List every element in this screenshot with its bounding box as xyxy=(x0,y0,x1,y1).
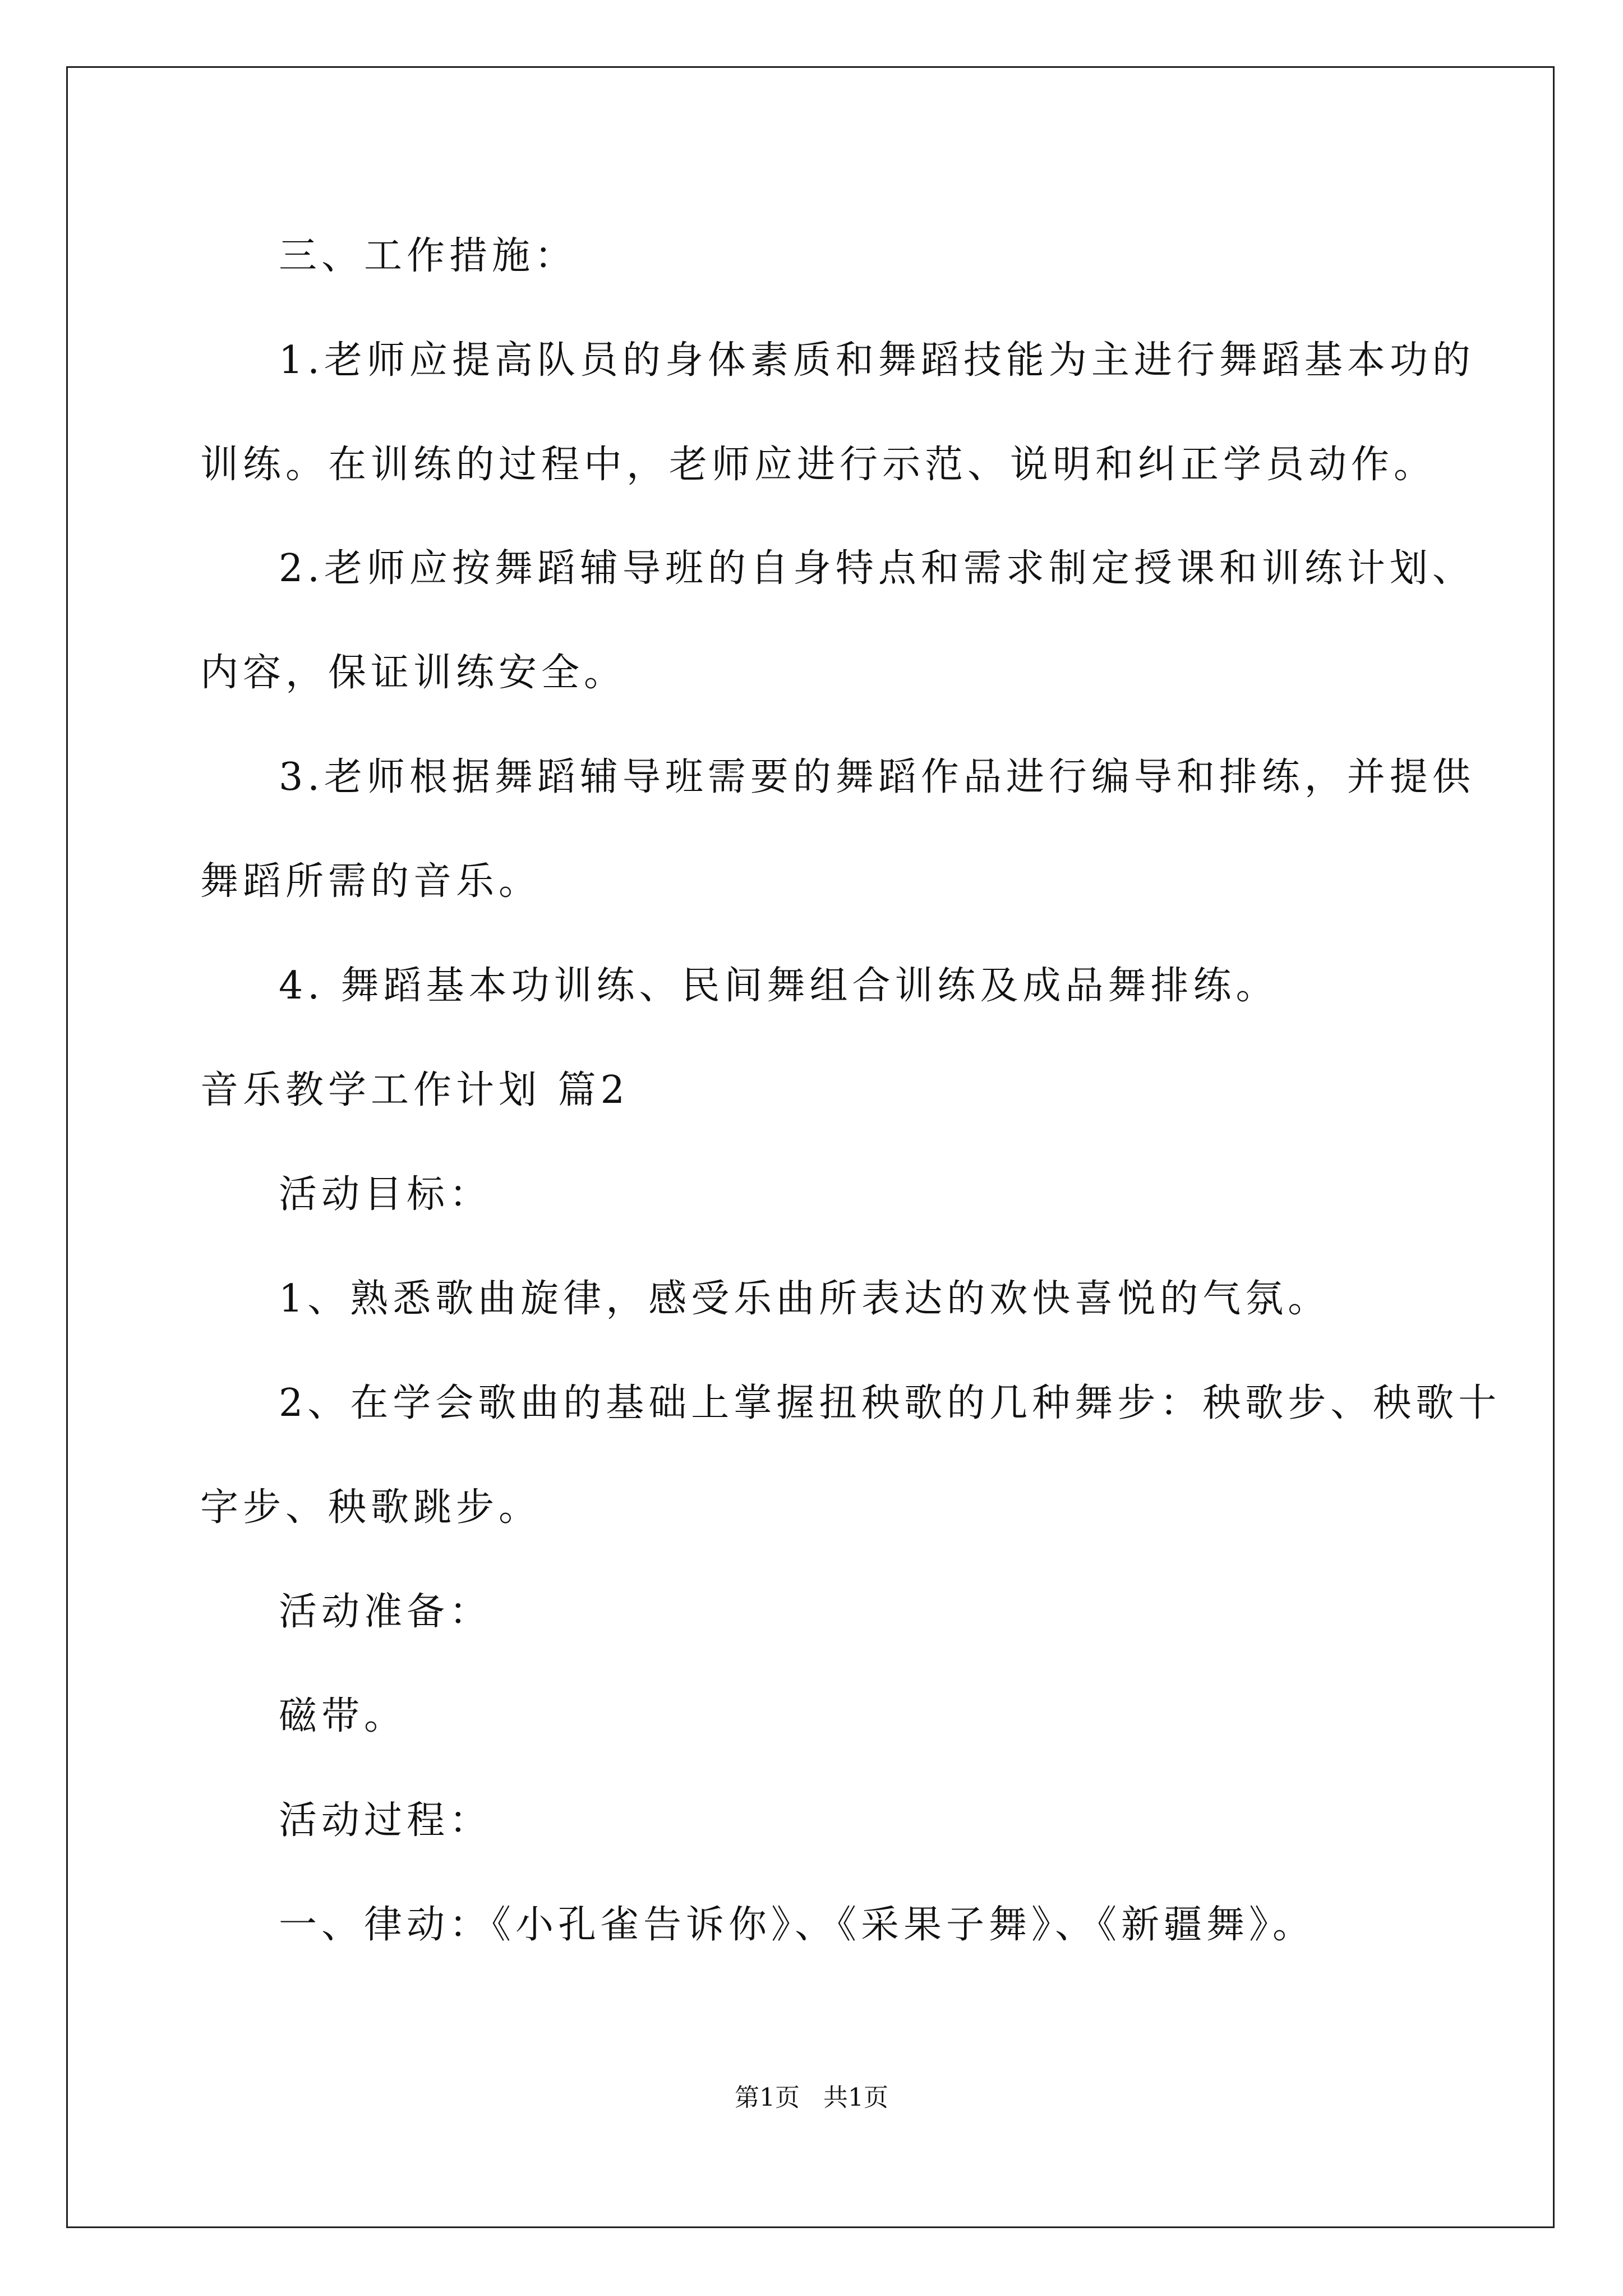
paragraph-line: 训练。在训练的过程中，老师应进行示范、说明和纠正学员动作。 xyxy=(200,443,1437,487)
section-heading: 活动过程： xyxy=(279,1798,492,1843)
paragraph-line: 舞蹈所需的音乐。 xyxy=(200,859,542,904)
paragraph-line: 一、律动：《小孔雀告诉你》、《采果子舞》、《新疆舞》。 xyxy=(279,1903,1316,1947)
document-title: 音乐教学工作计划 篇2 xyxy=(200,1068,629,1112)
paragraph-line: 3.老师根据舞蹈辅导班需要的舞蹈作品进行编导和排练，并提供 xyxy=(279,755,1475,799)
paragraph-line: 内容，保证训练安全。 xyxy=(200,651,627,695)
paragraph-line: 字步、秧歌跳步。 xyxy=(200,1485,542,1530)
section-heading: 活动目标： xyxy=(279,1172,492,1217)
page-footer: 第1页 共1页 xyxy=(735,2083,888,2112)
paragraph-line: 1、熟悉歌曲旋律，感受乐曲所表达的欢快喜悦的气氛。 xyxy=(279,1277,1331,1321)
paragraph-line: 2、在学会歌曲的基础上掌握扭秧歌的几种舞步：秧歌步、秧歌十 xyxy=(279,1381,1501,1425)
paragraph-line: 1.老师应提高队员的身体素质和舞蹈技能为主进行舞蹈基本功的 xyxy=(279,338,1475,383)
paragraph-line: 磁带。 xyxy=(279,1694,407,1738)
section-heading: 三、工作措施： xyxy=(279,234,578,278)
paragraph-line: 4. 舞蹈基本功训练、民间舞组合训练及成品舞排练。 xyxy=(279,964,1279,1008)
paragraph-line: 2.老师应按舞蹈辅导班的自身特点和需求制定授课和训练计划、 xyxy=(279,546,1475,591)
section-heading: 活动准备： xyxy=(279,1590,492,1634)
